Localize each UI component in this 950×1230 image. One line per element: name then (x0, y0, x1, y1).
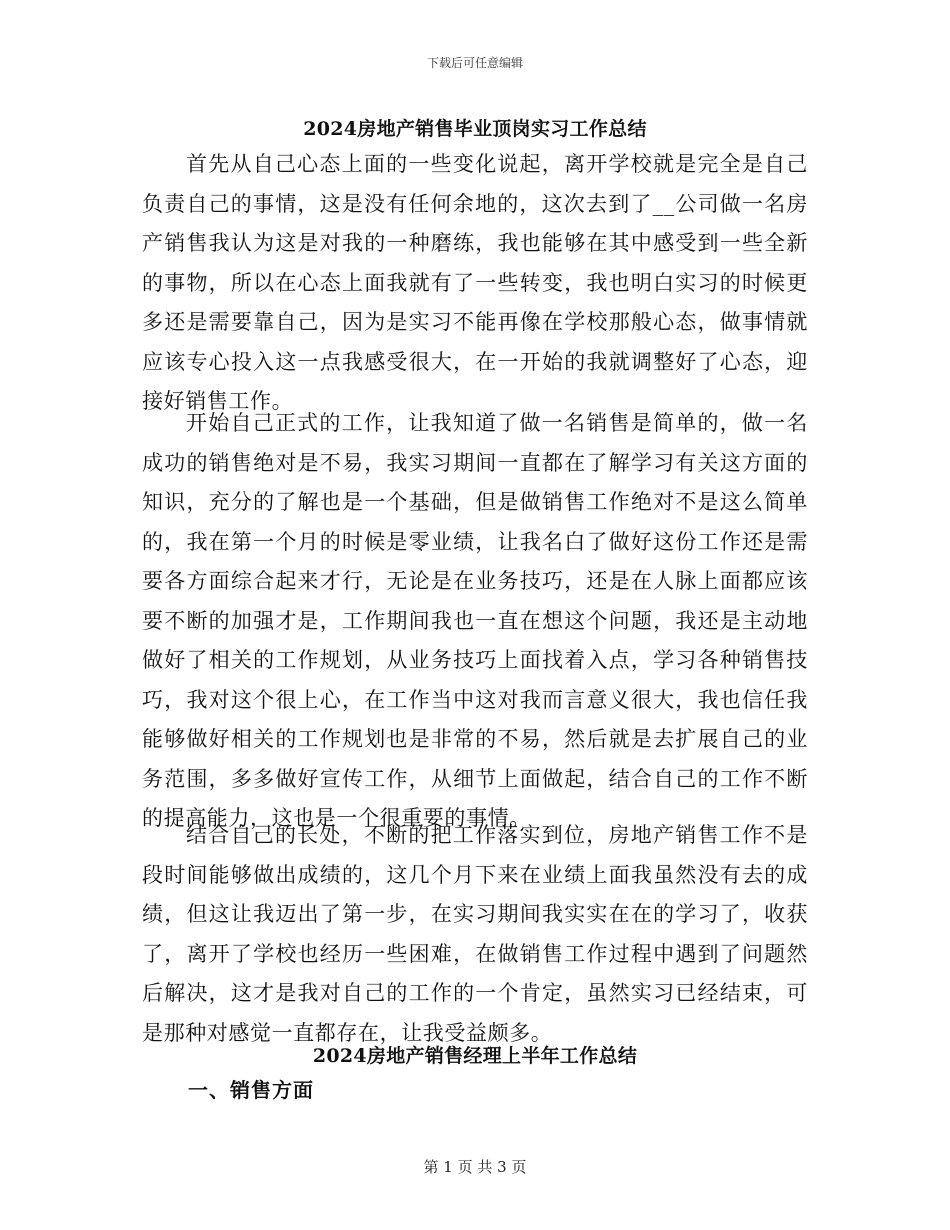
body-paragraph-3: 结合自己的长处，不断的把工作落实到位，房地产销售工作不是段时间能够做出成绩的，这几个月下来在业绩上面我虽然没有去的成绩，但这让我迈出了第一步，在实习期间我实实在在的学习了，收获了，离开了学校也经历一些困难，在做销售工作过程中遇到了问题然后解决，这才是我对自己的工作的一个肯定，虽然实习已经结束，可是那种对感觉一直都存在，让我受益颇多。 (142, 823, 808, 1045)
body-paragraph-2: 开始自己正式的工作，让我知道了做一名销售是简单的，做一名成功的销售绝对是不易，我实习期间一直都在了解学习有关这方面的知识，充分的了解也是一个基础，但是做销售工作绝对不是这么简单的，我在第一个月的时候是零业绩，让我名白了做好这份工作还是需要各方面综合起来才行，无论是在业务技巧，还是在人脉上面都应该要不断的加强才是，工作期间我也一直在想这个问题，我还是主动地做好了相关的工作规划，从业务技巧上面找着入点，学习各种销售技巧，我对这个很上心，在工作当中这对我而言意义很大，我也信任我能够做好相关的工作规划也是非常的不易，然后就是去扩展自己的业务范围，多多做好宣传工作，从细节上面做起，结合自己的工作不断的提高能力，这也是一个很重要的事情。 (142, 411, 808, 830)
second-document-title: 2024房地产销售经理上半年工作总结 (312, 1045, 638, 1067)
page-footer: 第 1 页 共 3 页 (423, 1158, 527, 1176)
header-note: 下载后可任意编辑 (426, 56, 523, 70)
body-paragraph-1: 首先从自己心态上面的一些变化说起，离开学校就是完全是自己负责自己的事情，这是没有任何余地的，这次去到了__公司做一名房产销售我认为这是对我的一种磨练，我也能够在其中感受到一些全新的事物，所以在心态上面我就有了一些转变，我也明白实习的时候更多还是需要靠自己，因为是实习不能再像在学校那般心态，做事情就应该专心投入这一点我感受很大，在一开始的我就调整好了心态，迎接好销售工作。 (142, 152, 808, 413)
document-title: 2024房地产销售毕业顶岗实习工作总结 (303, 118, 647, 140)
section-heading: 一、销售方面 (188, 1078, 314, 1102)
